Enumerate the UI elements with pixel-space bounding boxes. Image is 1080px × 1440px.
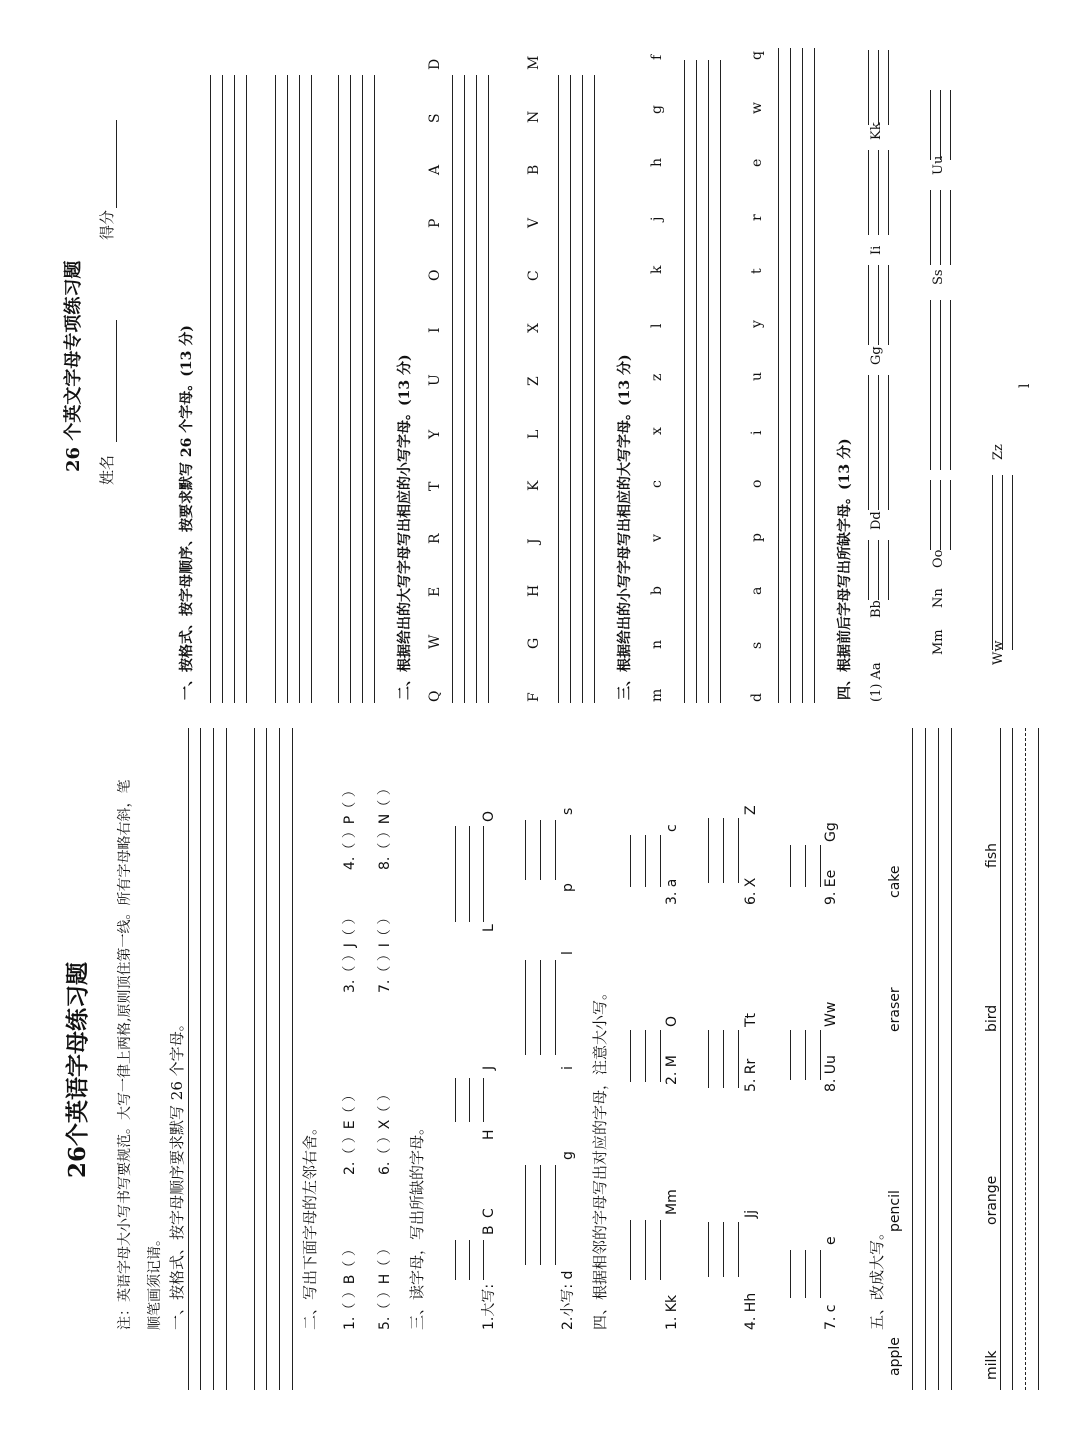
writing-line <box>912 728 913 1390</box>
letter-pair: (1) Aa <box>869 662 884 702</box>
writing-line <box>868 540 869 600</box>
writing-line <box>570 75 571 703</box>
letter-pair: 7. c <box>823 1304 839 1330</box>
left-sec5-heading: 五、改成大写。 <box>868 1224 886 1330</box>
writing-line <box>266 728 267 1390</box>
writing-line <box>930 190 931 265</box>
writing-line <box>540 1165 541 1265</box>
neighbor-item: 1.（ ）B（ ） <box>342 1242 358 1330</box>
letter: Z <box>526 376 542 386</box>
writing-line <box>338 75 339 703</box>
writing-line <box>234 75 235 703</box>
writing-line <box>660 835 661 887</box>
letter-pair: 2. M <box>664 1055 680 1085</box>
writing-line <box>708 60 709 703</box>
writing-line <box>684 60 685 703</box>
letter: i <box>749 430 765 435</box>
left-sec3-heading: 三、读字母，写出所缺的字母。 <box>408 1119 426 1330</box>
writing-line <box>868 50 869 125</box>
writing-line <box>1038 728 1039 1390</box>
neighbor-item: 8.（ ）N（ ） <box>377 781 393 870</box>
writing-line <box>820 845 821 887</box>
letter-pair: Mm <box>664 1189 680 1215</box>
letter: n <box>649 639 665 649</box>
score-blank[interactable] <box>116 120 117 208</box>
letter: r <box>749 213 765 221</box>
writing-line <box>708 818 709 883</box>
writing-line <box>940 300 941 470</box>
writing-line <box>299 75 300 703</box>
writing-line <box>790 1030 791 1080</box>
letter: k <box>649 265 665 274</box>
letter-pair: Uu <box>931 155 946 175</box>
right-sec1-heading: 一、按格式、按字母顺序、按要求默写 26 个字母。(13 分) <box>179 325 195 700</box>
writing-line <box>868 375 869 510</box>
letter-pair: Ss <box>931 269 946 285</box>
writing-line <box>362 75 363 703</box>
writing-line <box>292 728 293 1390</box>
letter: G <box>526 638 542 650</box>
letter: U <box>427 374 443 386</box>
letter: d <box>749 693 765 702</box>
writing-line <box>483 1240 484 1280</box>
writing-line <box>222 75 223 703</box>
letter-pair: Z <box>743 805 759 815</box>
letter: Y <box>427 429 443 439</box>
writing-line <box>888 375 889 510</box>
writing-line <box>951 728 952 1390</box>
writing-line <box>350 75 351 703</box>
letter: J <box>526 538 542 544</box>
letter: q <box>749 51 765 60</box>
writing-line <box>708 1030 709 1088</box>
writing-line <box>555 960 556 1055</box>
writing-line <box>188 728 189 1390</box>
letter-pair: Dd <box>869 511 884 530</box>
writing-line <box>1012 728 1013 1390</box>
letter: S <box>427 113 443 123</box>
letter: P <box>427 218 443 228</box>
word: apple <box>887 1337 903 1376</box>
writing-line <box>483 1078 484 1122</box>
writing-line <box>630 1030 631 1082</box>
writing-line <box>878 50 879 125</box>
writing-line <box>805 1250 806 1298</box>
writing-line <box>888 265 889 345</box>
word: bird <box>984 1004 1000 1032</box>
letter-pair: 3. a <box>664 878 680 905</box>
writing-line <box>1000 728 1001 1390</box>
writing-line <box>930 480 931 550</box>
writing-line <box>940 480 941 550</box>
writing-line <box>888 150 889 235</box>
letter-pair: Gg <box>869 346 884 365</box>
writing-line <box>311 75 312 703</box>
writing-line <box>488 75 489 703</box>
writing-line <box>210 75 211 703</box>
writing-line <box>790 1250 791 1298</box>
letter-pair: Oo <box>931 549 946 568</box>
letter: g <box>649 104 665 114</box>
letter-pair: Jj <box>743 1209 759 1218</box>
letter-pair: 4. Hh <box>743 1292 759 1330</box>
name-blank[interactable] <box>116 320 117 442</box>
writing-line <box>469 826 470 922</box>
writing-line <box>469 1078 470 1122</box>
writing-line <box>254 728 255 1390</box>
letter: u <box>749 371 765 381</box>
given-letter: J <box>481 1065 497 1070</box>
writing-line <box>940 90 941 160</box>
writing-line <box>455 1078 456 1122</box>
letter: F <box>526 692 542 702</box>
given-letter: H <box>481 1129 497 1140</box>
neighbor-item: 3.（ ）J（ ） <box>342 910 358 993</box>
writing-line <box>950 300 951 470</box>
writing-line <box>555 1165 556 1265</box>
neighbor-item: 2.（ ）E（ ） <box>342 1087 358 1175</box>
writing-line <box>888 50 889 125</box>
letter-pair: Ww <box>991 640 1006 665</box>
writing-line <box>525 1165 526 1265</box>
writing-line <box>696 60 697 703</box>
writing-line <box>790 48 791 703</box>
letter: e <box>749 158 765 167</box>
score-label: 得分 <box>98 209 116 240</box>
letter: b <box>649 586 665 595</box>
letter: a <box>749 586 765 595</box>
writing-line <box>275 75 276 703</box>
writing-line <box>950 190 951 265</box>
letter: p <box>749 532 765 542</box>
letter: C <box>526 269 542 281</box>
letter: E <box>427 586 443 597</box>
writing-line <box>483 826 484 922</box>
given-letter: p <box>560 883 576 892</box>
writing-line <box>738 818 739 883</box>
neighbor-item: 6.（ ）X（ ） <box>377 1087 393 1175</box>
writing-line <box>938 728 939 1390</box>
letter: T <box>427 481 443 492</box>
writing-line <box>645 1220 646 1280</box>
given-letter: i <box>560 1066 576 1070</box>
left-sec4-heading: 四、根据相邻的字母写出对应的字母，注意大小写。 <box>591 984 609 1330</box>
letter: M <box>526 55 542 70</box>
writing-line <box>868 150 869 235</box>
writing-line <box>452 75 453 703</box>
writing-line <box>455 826 456 922</box>
letter: l <box>649 323 665 328</box>
left-note-line2: 顺笔画须记请。 <box>147 1232 163 1330</box>
writing-line <box>720 60 721 703</box>
letter: N <box>526 110 542 123</box>
letter: X <box>526 323 542 334</box>
writing-line <box>888 540 889 600</box>
letter: O <box>427 269 443 281</box>
letter: I <box>427 327 443 334</box>
writing-line <box>950 480 951 550</box>
writing-line <box>940 190 941 265</box>
word: eraser <box>887 987 903 1032</box>
letter: f <box>649 54 665 60</box>
letter: B <box>526 165 542 176</box>
writing-line <box>455 1240 456 1280</box>
letter: t <box>749 268 765 274</box>
writing-line <box>645 1030 646 1082</box>
letter: y <box>749 319 765 328</box>
left-note-line1: 注：英语字母大小写书写要规范。大写一律上两格,原则顶住第一线。所有字母略右斜，笔 <box>117 779 133 1330</box>
given-letter: O <box>481 810 497 822</box>
letter-pair: 9. Ee <box>823 869 839 905</box>
letter-pair: c <box>664 824 680 832</box>
word: pencil <box>887 1190 903 1232</box>
writing-line <box>950 90 951 160</box>
letter: s <box>749 641 765 649</box>
letter: Q <box>427 690 443 702</box>
writing-line <box>1012 475 1013 650</box>
word: milk <box>984 1350 1000 1380</box>
letter-pair: Gg <box>823 822 839 842</box>
uppercase-prefix: 1.大写: <box>481 1283 497 1330</box>
writing-line <box>723 818 724 883</box>
letter-pair: 1. Kk <box>664 1294 680 1330</box>
letter: j <box>649 216 665 221</box>
given-letter: l <box>560 951 576 955</box>
letter-pair: 5. Rr <box>743 1058 759 1092</box>
letter: A <box>427 165 443 176</box>
left-sec2-heading: 二、写出下面字母的左邻右舍。 <box>301 1119 319 1330</box>
writing-line <box>540 820 541 880</box>
writing-line <box>738 1222 739 1277</box>
writing-line <box>805 845 806 887</box>
writing-line <box>594 75 595 703</box>
writing-line <box>213 728 214 1390</box>
writing-line <box>878 540 879 600</box>
letter: K <box>526 480 542 492</box>
neighbor-item: 7.（ ）I（ ） <box>377 910 393 993</box>
word: orange <box>984 1175 1000 1225</box>
writing-line <box>708 1222 709 1277</box>
letter: m <box>649 688 665 702</box>
name-label: 姓名 <box>98 454 116 485</box>
letter: D <box>427 58 443 70</box>
writing-line <box>930 300 931 470</box>
letter: x <box>649 426 665 435</box>
writing-line <box>868 265 869 345</box>
writing-line <box>476 75 477 703</box>
letter: H <box>526 584 542 597</box>
writing-line <box>630 1220 631 1280</box>
writing-line <box>992 475 993 650</box>
letter: c <box>649 480 665 488</box>
letter: v <box>649 533 665 542</box>
letter-pair: e <box>823 1236 839 1245</box>
stray-mark: l <box>1017 383 1033 388</box>
letter: V <box>526 217 542 228</box>
writing-line <box>930 90 931 160</box>
writing-line <box>660 1030 661 1082</box>
writing-line <box>226 728 227 1390</box>
given-letter: L <box>481 924 497 932</box>
writing-line <box>814 48 815 703</box>
given-letter: B <box>481 1225 497 1235</box>
neighbor-item: 4.（ ）P（ ） <box>342 783 358 870</box>
writing-line <box>374 75 375 703</box>
letter: R <box>427 533 443 544</box>
letter: w <box>749 101 765 114</box>
writing-line <box>778 48 779 703</box>
writing-line <box>464 75 465 703</box>
neighbor-item: 5.（ ）H（ ） <box>377 1241 393 1330</box>
letter-pair: Ii <box>869 245 884 255</box>
writing-line <box>820 1030 821 1080</box>
writing-line <box>738 1030 739 1088</box>
letter-pair: 8. Uu <box>823 1055 839 1092</box>
writing-line <box>525 960 526 1055</box>
writing-line <box>469 1240 470 1280</box>
given-letter: g <box>560 1151 576 1160</box>
writing-line <box>525 820 526 880</box>
writing-line <box>790 845 791 887</box>
writing-line <box>1002 475 1003 650</box>
writing-line <box>1025 728 1026 1390</box>
writing-line <box>645 835 646 887</box>
writing-line <box>660 1220 661 1280</box>
writing-line <box>540 960 541 1055</box>
writing-line <box>558 75 559 703</box>
writing-line <box>925 728 926 1390</box>
writing-line <box>805 1030 806 1080</box>
writing-line <box>287 75 288 703</box>
writing-line <box>878 265 879 345</box>
letter: z <box>649 373 665 381</box>
left-page-title: 26个英语字母练习题 <box>64 961 91 1178</box>
writing-line <box>723 1030 724 1088</box>
given-letter: s <box>560 807 576 815</box>
writing-line <box>802 48 803 703</box>
writing-line <box>820 1250 821 1298</box>
writing-line <box>246 75 247 703</box>
letter-pair: Nn <box>931 588 946 608</box>
writing-line <box>200 728 201 1390</box>
left-sec1-heading: 一、按格式、按字母顺序要求默写 26 个字母。 <box>168 1016 186 1330</box>
given-letter: C <box>481 1208 497 1218</box>
letter-pair: Bb <box>869 600 884 618</box>
lowercase-prefix: 2.小写: d <box>560 1270 576 1330</box>
letter-pair: Ww <box>823 1001 839 1027</box>
letter-pair: O <box>664 1015 680 1027</box>
word: fish <box>984 843 1000 868</box>
writing-line <box>555 820 556 880</box>
letter-pair: Tt <box>743 1012 759 1027</box>
letter-pair: Mm <box>931 629 946 655</box>
letter: o <box>749 479 765 488</box>
writing-line <box>630 835 631 887</box>
writing-line <box>878 150 879 235</box>
letter: L <box>526 429 542 439</box>
letter-pair: 6. X <box>743 877 759 905</box>
right-page-title: 26 个英文字母专项练习题 <box>63 260 84 472</box>
letter-pair: Zz <box>991 444 1006 460</box>
right-sec2-heading: 二、根据给出的大写字母写出相应的小写字母。(13 分) <box>397 354 413 700</box>
writing-line <box>582 75 583 703</box>
right-sec3-heading: 三、根据给出的小写字母写出相应的大写字母。(13 分) <box>617 354 633 700</box>
right-sec4-heading: 四、根据前后字母写出所缺字母。(13 分) <box>837 438 853 700</box>
letter: W <box>427 634 443 650</box>
word: cake <box>887 865 903 898</box>
letter-pair: Kk <box>869 122 884 140</box>
writing-line <box>279 728 280 1390</box>
writing-line <box>723 1222 724 1277</box>
writing-line <box>878 375 879 510</box>
letter: h <box>649 157 665 167</box>
